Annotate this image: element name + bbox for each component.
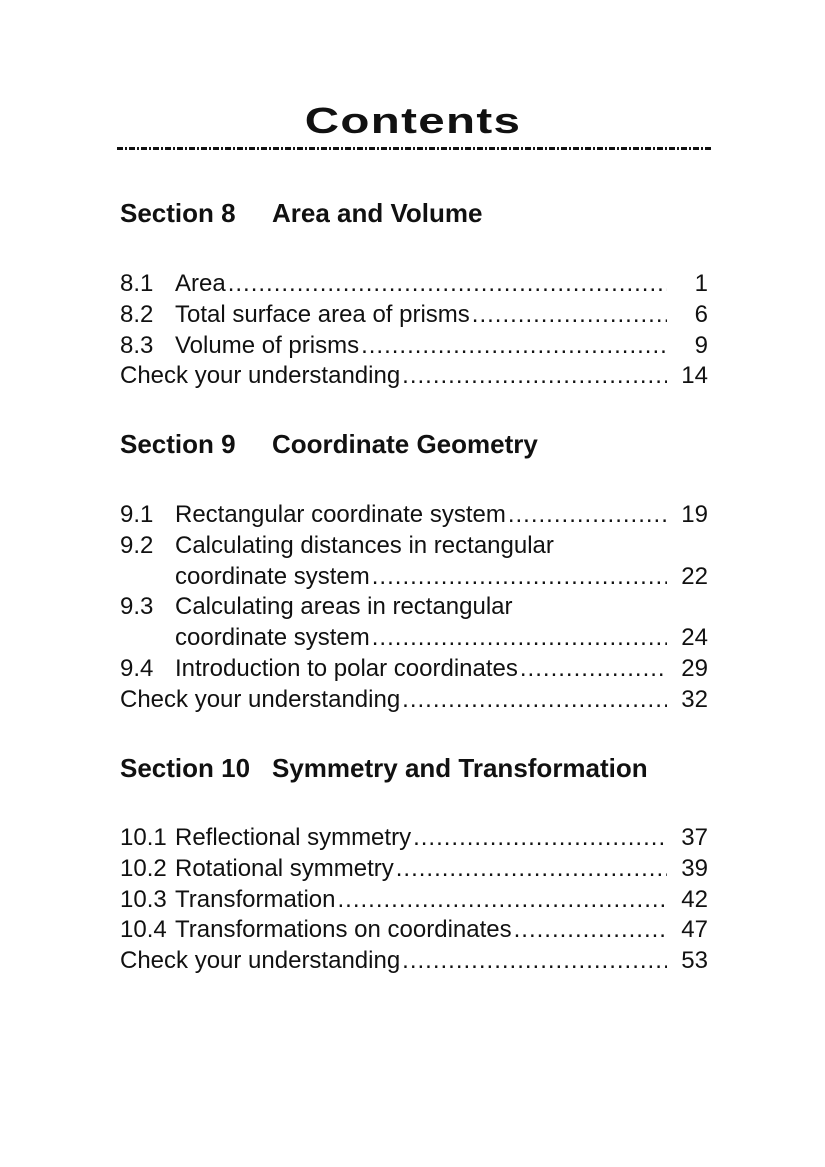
entry-number: 9.2 [120, 531, 154, 559]
entry-number: 10.2 [120, 854, 167, 882]
entry-title: Transformation [175, 885, 336, 913]
page-number: 47 [681, 916, 708, 944]
page-number: 22 [681, 562, 708, 590]
dot-leader [400, 360, 667, 391]
page-title [0, 100, 825, 142]
dot-leader [226, 268, 667, 299]
section-label: Section 8 [120, 198, 236, 228]
page-number: 14 [681, 362, 708, 390]
toc-entry[interactable] [120, 360, 708, 391]
dot-leader [370, 622, 667, 653]
entry-number: 10.4 [120, 916, 167, 944]
entry-title: Check your understanding [120, 947, 401, 975]
entry-title: Area [175, 270, 226, 297]
toc-entry[interactable] [120, 268, 708, 299]
entry-title: Transformations on coordinates [175, 916, 512, 944]
toc-entry[interactable] [120, 299, 708, 330]
entry-title: Check your understanding [120, 362, 401, 390]
toc-entry[interactable] [120, 499, 708, 530]
toc-entry[interactable] [120, 653, 708, 684]
page-number: 6 [694, 300, 708, 328]
page-number: 29 [681, 655, 708, 682]
entry-number: 9.4 [120, 655, 154, 682]
entry-title: Total surface area of prisms [175, 300, 470, 328]
page-number: 53 [681, 947, 708, 975]
toc-entry[interactable] [120, 684, 708, 715]
toc-entry[interactable] [120, 822, 708, 853]
dot-leader [512, 914, 667, 945]
section-heading [120, 197, 482, 229]
page-number: 1 [694, 270, 708, 297]
dot-leader [506, 499, 667, 530]
section-heading [120, 428, 538, 460]
entry-title: Rectangular coordinate system [175, 501, 506, 528]
section-label: Section 10 [120, 753, 251, 783]
toc-entry[interactable] [120, 914, 708, 945]
entry-title: Calculating distances in rectangular [175, 531, 554, 559]
entry-number: 9.1 [120, 501, 154, 528]
section-name: Area and Volume [272, 198, 483, 228]
section-name: Coordinate Geometry [272, 429, 538, 459]
dot-leader [394, 853, 667, 884]
entry-number: 10.3 [120, 885, 167, 913]
page-number: 37 [681, 824, 708, 851]
toc-entry[interactable] [120, 853, 708, 884]
section-label: Section 9 [120, 429, 236, 459]
title-text: Contents [304, 100, 521, 141]
dot-leader [470, 299, 667, 330]
entry-title: Reflectional symmetry [175, 824, 412, 851]
page-number: 42 [681, 885, 708, 913]
dot-leader [411, 822, 667, 853]
dot-leader [518, 653, 667, 684]
page-number: 32 [681, 685, 708, 713]
entry-number: 8.1 [120, 270, 154, 297]
toc-entry[interactable] [120, 884, 708, 915]
entry-number: 10.1 [120, 824, 167, 851]
toc-entry[interactable] [120, 945, 708, 976]
dot-leader [359, 330, 667, 361]
entry-number: 9.3 [120, 593, 154, 621]
entry-title: Calculating areas in rectangular [175, 593, 513, 621]
dot-leader [400, 684, 667, 715]
section-name: Symmetry and Transformation [272, 753, 648, 783]
page-number: 19 [681, 501, 708, 528]
page-number: 24 [681, 624, 708, 652]
entry-title: Introduction to polar coordinates [175, 655, 518, 682]
dot-leader [370, 561, 667, 592]
page-number: 39 [681, 854, 708, 882]
toc-entry[interactable] [120, 330, 708, 361]
toc-entry[interactable] [120, 530, 708, 561]
entry-title: Rotational symmetry [175, 854, 394, 882]
entry-number: 8.3 [120, 331, 154, 359]
entry-title: Check your understanding [120, 685, 401, 713]
toc-entry[interactable] [120, 591, 708, 622]
entry-title: coordinate system [175, 562, 370, 590]
dotted-divider [117, 147, 713, 150]
section-heading [120, 752, 648, 784]
toc-entry[interactable] [120, 561, 708, 592]
toc-entry[interactable] [120, 622, 708, 653]
dot-leader [400, 945, 667, 976]
entry-number: 8.2 [120, 300, 154, 328]
entry-title: coordinate system [175, 624, 370, 652]
entry-title: Volume of prisms [175, 331, 360, 359]
dot-leader [336, 884, 668, 915]
page-number: 9 [694, 331, 708, 359]
